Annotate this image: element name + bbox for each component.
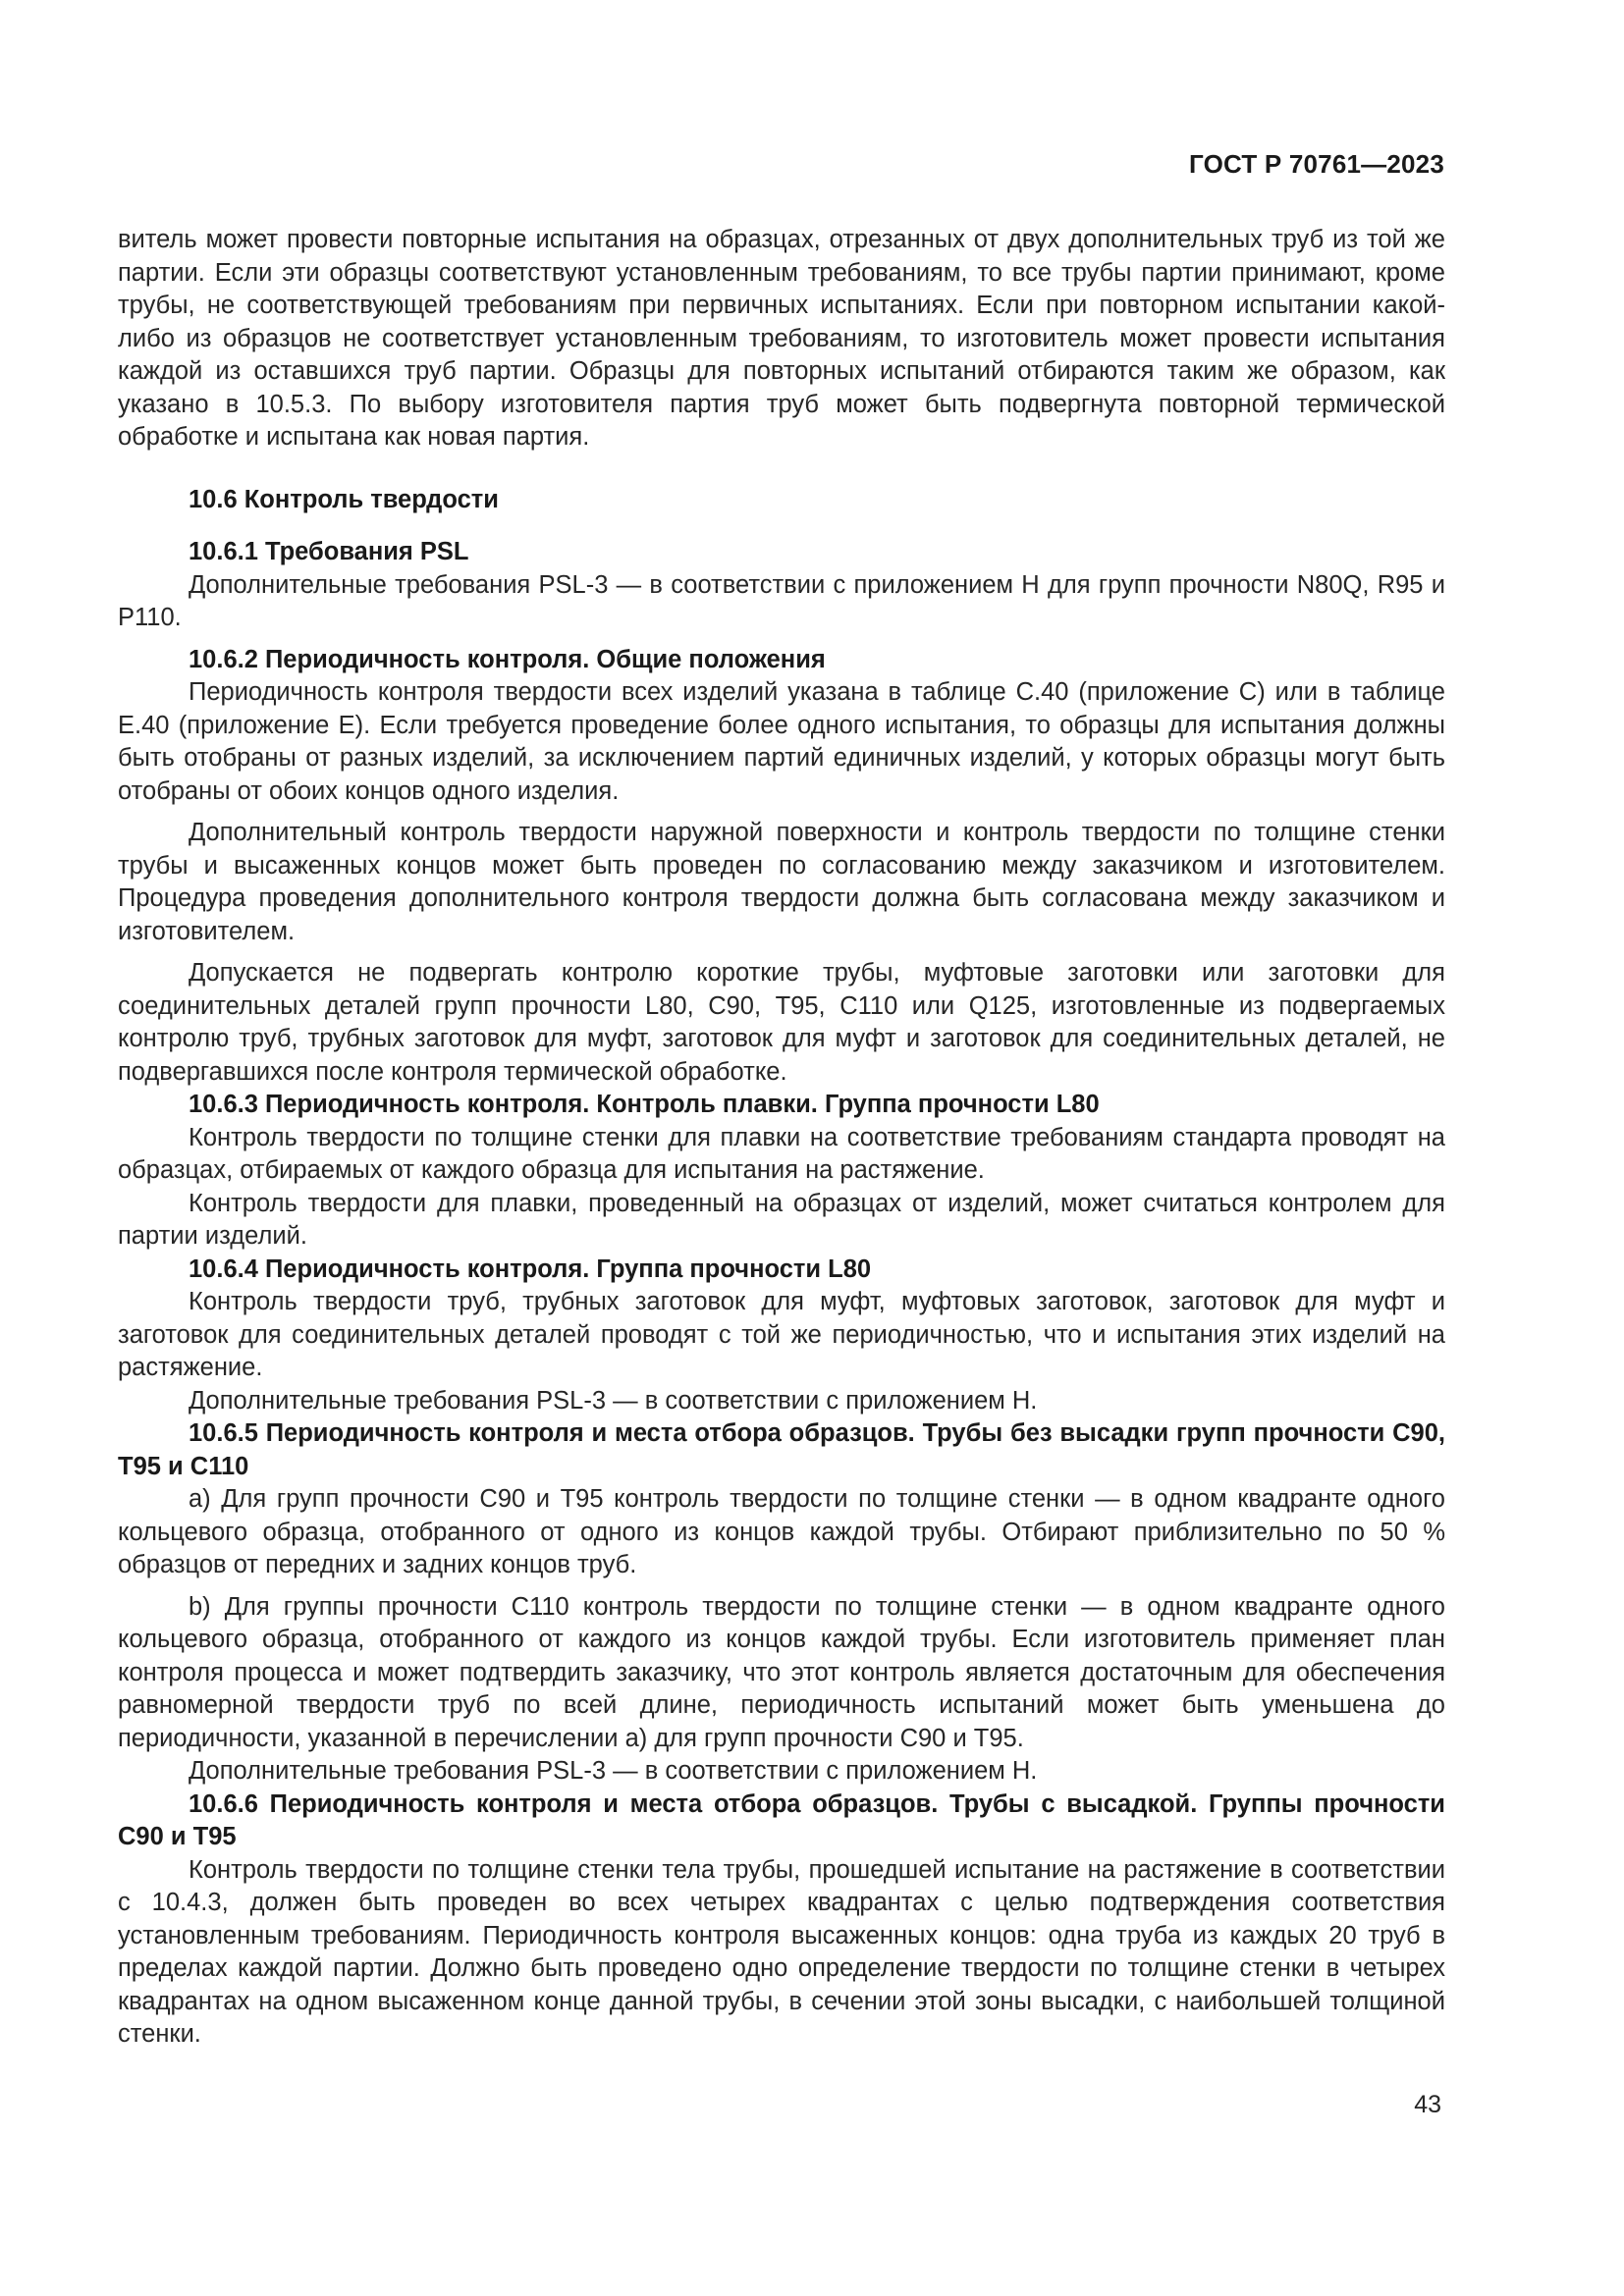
paragraph-continuation: витель может провести повторные испытания на образцах, отрезанных от двух дополнительных труб из той же партии. Если эти образцы соответствуют установленным требованиям, то все трубы партии принимают, кроме трубы, не соответствующей требованиям при первичных испытаниях. Если при повторном испытании какой-либо из образцов не соответствует установленным требованиям, то изготовитель может провести испытания каждой из оставшихся труб партии. Образцы для повторных испытаний отбираются таким же образом, как указано в 10.5.3. По выбору изготовителя партия труб может быть подвергнута повторной термической обработке и испытана как новая партия. (118, 226, 1445, 451)
subsection-heading-10-6-2: 10.6.2 Периодичность контроля. Общие положения (189, 645, 826, 673)
paragraph: Дополнительные требования PSL-3 — в соответствии с приложением H. (189, 1757, 1038, 1785)
subsection-heading-10-6-4: 10.6.4 Периодичность контроля. Группа прочности L80 (189, 1255, 872, 1283)
paragraph: Контроль твердости для плавки, проведенный на образцах от изделий, может считаться контролем для партии изделий. (118, 1189, 1445, 1250)
paragraph: Допускается не подвергать контролю короткие трубы, муфтовые заготовки или заготовки для соединительных деталей групп прочности L80, С90, Т95, С110 или Q125, изготовленные из подвергаемых контролю труб, трубных заготовок для муфт, заготовок для муфт и заготовок для соединительных деталей, не подвергавшихся после контроля термической обработке. (118, 959, 1445, 1086)
paragraph: Контроль твердости труб, трубных заготовок для муфт, муфтовых заготовок, заготовок для муфт и заготовок для соединительных деталей проводят с той же периодичностью, что и испытания этих изделий на растяжение. (118, 1288, 1445, 1381)
paragraph: Контроль твердости по толщине стенки для плавки на соответствие требованиям стандарта проводят на образцах, отбираемых от каждого образца для испытания на растяжение. (118, 1123, 1445, 1184)
paragraph: Периодичность контроля твердости всех изделий указана в таблице С.40 (приложение С) или в таблице Е.40 (приложение Е). Если требуется проведение более одного испытания, то образцы для испытания должны быть отобраны от разных изделий, за исключением партий единичных изделий, у которых образцы могут быть отобраны от обоих концов одного изделия. (118, 678, 1445, 805)
subsection-heading-10-6-1: 10.6.1 Требования PSL (189, 538, 469, 565)
paragraph: Дополнительные требования PSL-3 — в соответствии с приложением H для групп прочности N80Q, R95 и P110. (118, 570, 1445, 631)
body-text (118, 224, 1445, 2052)
page-number: 43 (1414, 2091, 1441, 2118)
list-item-b: b) Для группы прочности С110 контроль твердости по толщине стенки — в одном квадранте одного кольцевого образца, отобранного от каждого из концов каждой трубы. Если изготовитель применяет план контроля процесса и может подтвердить заказчику, что этот контроль является достаточным для обеспечения равномерной твердости труб по всей длине, периодичность испытаний может быть уменьшена до периодичности, указанной в перечислении а) для групп прочности С90 и Т95. (118, 1592, 1445, 1752)
section-heading-10-6: 10.6 Контроль твердости (189, 485, 499, 513)
paragraph: Дополнительные требования PSL-3 — в соответствии с приложением H. (189, 1386, 1038, 1415)
subsection-heading-10-6-6: 10.6.6 Периодичность контроля и места отбора образцов. Трубы с высадкой. Группы прочности С90 и Т95 (118, 1789, 1445, 1850)
document-header: ГОСТ Р 70761—2023 (1189, 149, 1444, 179)
list-item-a: а) Для групп прочности С90 и Т95 контроль твердости по толщине стенки — в одном квадранте одного кольцевого образца, отобранного от одного из концов каждой трубы. Отбирают приблизительно по 50 % образцов от передних и задних концов труб. (118, 1485, 1445, 1578)
subsection-heading-10-6-5: 10.6.5 Периодичность контроля и места отбора образцов. Трубы без высадки групп прочности С90, Т95 и С110 (118, 1419, 1445, 1480)
subsection-heading-10-6-3: 10.6.3 Периодичность контроля. Контроль плавки. Группа прочности L80 (189, 1091, 1100, 1118)
paragraph: Дополнительный контроль твердости наружной поверхности и контроль твердости по толщине стенки трубы и высаженных концов может быть проведен по согласованию между заказчиком и изготовителем. Процедура проведения дополнительного контроля твердости должна быть согласована между заказчиком и изготовителем. (118, 819, 1445, 945)
paragraph: Контроль твердости по толщине стенки тела трубы, прошедшей испытание на растяжение в соответствии с 10.4.3, должен быть проведен во всех четырех квадрантах с целью подтверждения соответствия установленным требованиям. Периодичность контроля высаженных концов: одна труба из каждых 20 труб в пределах каждой партии. Должно быть проведено одно определение твердости по толщине стенки в четырех квадрантах на одном высаженном конце данной трубы, в сечении этой зоны высадки, с наибольшей толщиной стенки. (118, 1855, 1445, 2048)
